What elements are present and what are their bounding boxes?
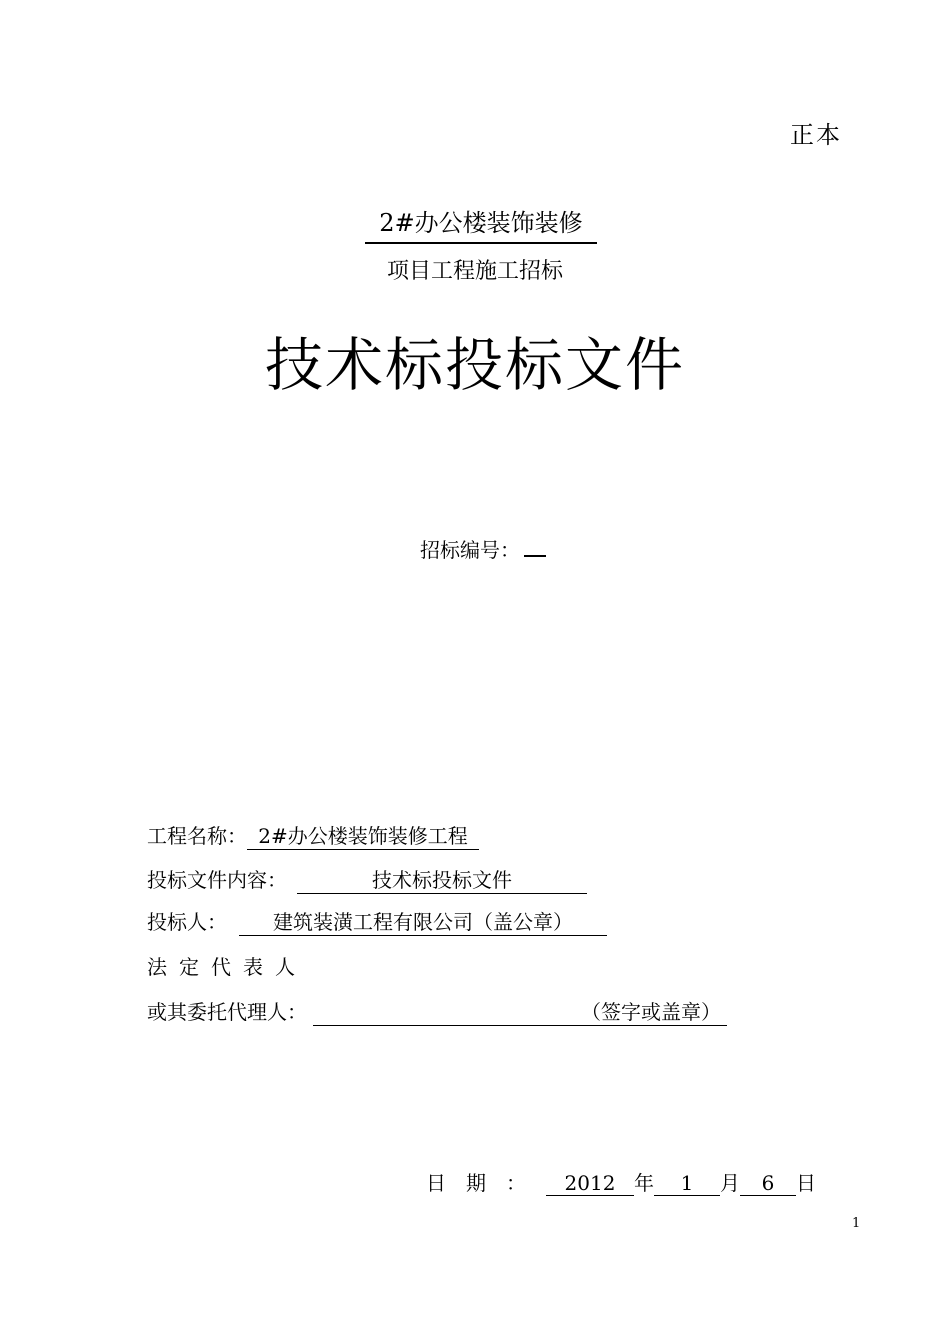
bid-number-label: 招标编号：: [420, 538, 520, 562]
content-label: 投标文件内容：: [147, 868, 287, 892]
bidder-label: 投标人：: [147, 910, 227, 934]
date-month-unit: 月: [720, 1171, 740, 1195]
agent-label: 或其委托代理人：: [147, 1000, 307, 1024]
date-day-unit: 日: [796, 1171, 816, 1195]
project-name-value: 2#办公楼装饰装修工程: [247, 820, 479, 850]
agent-row: [147, 996, 727, 1026]
legal-rep-label: 法定代表人: [147, 955, 307, 979]
date-row: [426, 1167, 816, 1196]
copy-type-label: 正本: [790, 121, 842, 149]
bidder-row: [147, 906, 607, 936]
date-year: 2012: [546, 1171, 634, 1196]
project-name-row: [147, 820, 479, 850]
date-label: 日期：: [426, 1171, 546, 1195]
document-subtitle: 项目工程施工招标: [386, 259, 563, 284]
date-month: 1: [654, 1171, 720, 1196]
bid-number-field: [420, 534, 546, 563]
bid-number-blank: [524, 537, 546, 557]
date-year-unit: 年: [634, 1171, 654, 1195]
content-value: 技术标投标文件: [297, 864, 587, 894]
project-name-heading: 2#办公楼装饰装修: [365, 203, 597, 244]
page-number: 1: [852, 1216, 861, 1231]
date-day: 6: [740, 1171, 796, 1196]
project-name-label: 工程名称：: [147, 824, 247, 848]
document-title: 技术标投标文件: [264, 331, 685, 399]
bidder-value: 建筑装潢工程有限公司（盖公章）: [239, 906, 607, 936]
agent-signature-line: （签字或盖章）: [313, 996, 727, 1026]
content-row: [147, 864, 587, 894]
